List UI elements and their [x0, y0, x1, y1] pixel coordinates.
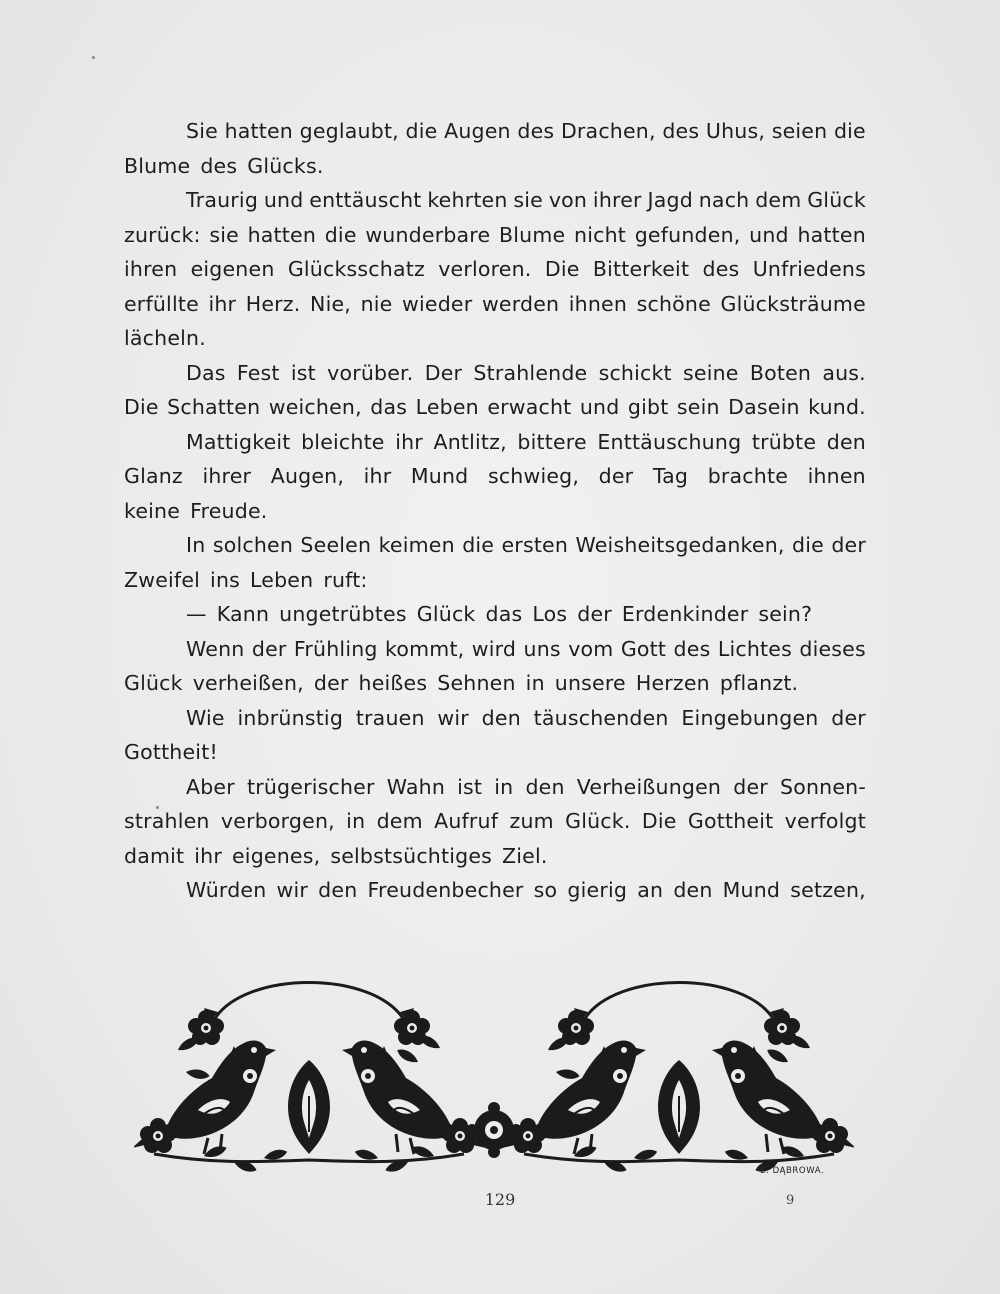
word: Mattigkeit	[186, 429, 291, 454]
word: ungetrübtes	[279, 602, 407, 626]
word: brachte	[707, 464, 789, 488]
word: Gott	[620, 636, 667, 661]
word: verloren.	[438, 257, 532, 281]
word: verborgen,	[220, 809, 335, 833]
word: täuschenden	[533, 705, 669, 730]
word: Herz.	[245, 291, 301, 316]
word: in	[525, 671, 545, 695]
text-line	[124, 114, 866, 149]
word: die	[324, 222, 357, 247]
word: und	[263, 188, 304, 212]
word: ihrer	[202, 464, 252, 488]
word: die	[792, 533, 824, 557]
text-line	[124, 252, 866, 287]
word: schwieg,	[487, 464, 580, 488]
word: den	[673, 878, 713, 902]
word: den	[318, 878, 358, 902]
word: kommt,	[385, 636, 465, 661]
word: Jagd	[647, 188, 693, 212]
word: sie	[513, 188, 543, 212]
word: Blume	[124, 153, 191, 178]
word: ihr	[395, 429, 423, 454]
word: setzen,	[790, 878, 866, 902]
word: Freude.	[190, 498, 268, 523]
word: ihr	[194, 843, 222, 868]
word: ihnen	[568, 291, 628, 316]
word: damit	[124, 843, 185, 868]
word: Sie	[186, 119, 218, 143]
word: ersten	[501, 533, 569, 557]
word: Leben	[250, 567, 314, 592]
word: wir	[276, 878, 309, 902]
word: nach	[698, 188, 750, 212]
word: Mund	[722, 878, 781, 902]
word: Eingebungen	[681, 705, 819, 730]
text-line	[124, 528, 866, 563]
word: ins	[210, 567, 241, 592]
paper-speck	[92, 56, 95, 59]
page-number: 129	[484, 1190, 516, 1209]
word: strahlen	[124, 809, 210, 833]
word: kehrten	[427, 188, 508, 212]
word: das	[485, 602, 523, 626]
word: seien	[771, 119, 828, 143]
word: Strahlende	[473, 360, 588, 385]
text-line	[124, 597, 866, 632]
word: in	[494, 774, 514, 799]
left-dove-pair	[134, 983, 486, 1175]
word: Bitterkeit	[592, 257, 690, 281]
word: Schatten	[167, 395, 261, 419]
word: Das	[186, 360, 226, 385]
word: verheißen,	[192, 671, 304, 695]
text-line	[124, 666, 866, 701]
word: wunderbare	[365, 222, 491, 247]
word: dem	[755, 188, 802, 212]
word: der	[313, 671, 349, 695]
word: des	[662, 119, 700, 143]
word: Antlitz,	[433, 429, 507, 454]
word: Die	[124, 395, 159, 419]
word: Mund	[410, 464, 469, 488]
word: Glück.	[565, 809, 631, 833]
word: Herzen	[635, 671, 710, 695]
word: den	[826, 429, 866, 454]
word: schöne	[636, 291, 711, 316]
word: der	[577, 602, 612, 626]
word: Glanz	[124, 464, 183, 488]
word: vorüber.	[327, 360, 414, 385]
word: —	[186, 602, 207, 626]
word: und	[749, 222, 789, 247]
word: seine	[683, 360, 739, 385]
word: bittere	[517, 429, 587, 454]
word: Dasein	[728, 395, 800, 419]
word: bleichte	[301, 429, 385, 454]
text-line	[124, 563, 866, 598]
text-line	[124, 701, 866, 736]
word: Der	[424, 360, 463, 385]
word: gibt	[627, 395, 669, 419]
word: die	[833, 119, 866, 143]
word: Zweifel	[124, 567, 201, 592]
word: Los	[532, 602, 568, 626]
word: den	[481, 705, 521, 730]
body-text	[124, 114, 866, 908]
right-dove-pair	[502, 983, 854, 1175]
word: der	[598, 464, 634, 488]
word: ihr	[363, 464, 392, 488]
word: Glück	[807, 188, 866, 212]
word: Die	[641, 809, 677, 833]
text-line	[124, 425, 866, 460]
word: zurück:	[124, 222, 201, 247]
word: verfolgt	[784, 809, 866, 833]
word: Glücks.	[247, 153, 324, 178]
word: Frühling	[293, 636, 378, 661]
word: heißes	[358, 671, 428, 695]
word: der	[831, 533, 866, 557]
word: den	[525, 774, 565, 799]
word: hatten	[247, 222, 317, 247]
word: Wie	[186, 705, 225, 730]
word: Unfriedens	[752, 257, 866, 281]
word: trauen	[355, 705, 425, 730]
word: der	[251, 636, 287, 661]
word: Blume	[499, 222, 566, 247]
word: trügerischer	[247, 774, 375, 799]
text-line	[124, 390, 866, 425]
word: vom	[568, 636, 614, 661]
word: der	[733, 774, 768, 799]
word: Die	[544, 257, 580, 281]
word: Drachen,	[560, 119, 656, 143]
word: aus.	[822, 360, 866, 385]
word: und	[579, 395, 620, 419]
word: keimen	[378, 533, 455, 557]
word: das	[370, 395, 408, 419]
word: inbrünstig	[237, 705, 344, 730]
word: an	[637, 878, 664, 902]
word: Gottheit	[687, 809, 774, 833]
word: erwacht	[487, 395, 572, 419]
word: ihr	[208, 291, 237, 316]
word: Aufruf	[434, 809, 499, 833]
word: ihren	[124, 257, 178, 281]
word: eigenen	[190, 257, 275, 281]
word: wir	[437, 705, 469, 730]
word: pflanzt.	[719, 671, 799, 695]
word: Wenn	[186, 636, 245, 661]
word: ihnen	[807, 464, 866, 488]
word: Leben	[415, 395, 479, 419]
word: hatten	[224, 119, 293, 143]
word: keine	[124, 498, 181, 523]
word: des	[200, 153, 238, 178]
word: werden	[481, 291, 560, 316]
word: gierig	[567, 878, 628, 902]
text-line	[124, 218, 866, 253]
word: Glück	[124, 671, 183, 695]
text-line	[124, 356, 866, 391]
word: Seelen	[300, 533, 372, 557]
text-line	[124, 287, 866, 322]
word: sie	[209, 222, 239, 247]
word: sein	[676, 395, 720, 419]
word: Weisheitsgedanken,	[575, 533, 785, 557]
text-line	[124, 149, 866, 184]
text-line	[124, 494, 866, 529]
signature-mark: 9	[786, 1193, 795, 1208]
word: enttäuscht	[309, 188, 422, 212]
word: selbstsüchtiges	[330, 843, 493, 868]
word: ruft:	[323, 567, 368, 592]
word: so	[533, 878, 558, 902]
word: Gottheit!	[124, 740, 218, 764]
text-line	[124, 804, 866, 839]
word: Uhus,	[705, 119, 766, 143]
word: erfüllte	[124, 291, 199, 316]
word: Lichtes	[717, 636, 792, 661]
word: von	[548, 188, 588, 212]
word: Augen	[444, 119, 511, 143]
text-line	[124, 770, 866, 805]
word: dem	[376, 809, 423, 833]
text-line	[124, 873, 866, 908]
word: des	[673, 636, 711, 661]
text-line	[124, 632, 866, 667]
word: Erdenkinder	[621, 602, 749, 626]
word: sein?	[758, 602, 813, 626]
text-line	[124, 183, 866, 218]
word: hatten	[797, 222, 866, 247]
word: Traurig	[186, 188, 259, 212]
word: ist	[457, 774, 483, 799]
word: nie	[360, 291, 393, 316]
word: Tag	[652, 464, 689, 488]
word: Aber	[186, 774, 235, 799]
word: des	[702, 257, 740, 281]
word: Nie,	[310, 291, 352, 316]
word: Freudenbecher	[367, 878, 524, 902]
word: in	[346, 809, 366, 833]
word: Boten	[749, 360, 812, 385]
word: uns	[523, 636, 561, 661]
word: Sehnen	[437, 671, 516, 695]
word: solchen	[212, 533, 294, 557]
word: Kann	[216, 602, 270, 626]
word: weichen,	[268, 395, 362, 419]
word: trübte	[751, 429, 817, 454]
word: lächeln.	[124, 326, 206, 350]
folk-papercut-ornament	[134, 950, 854, 1190]
word: Würden	[186, 878, 267, 902]
word: schickt	[598, 360, 672, 385]
text-line	[124, 459, 866, 494]
word: eigenes,	[232, 843, 321, 868]
word: dieses	[799, 636, 866, 661]
word: Glücksschatz	[287, 257, 425, 281]
word: Glücksträume	[720, 291, 866, 316]
word: ihrer	[592, 188, 642, 212]
word: wird	[471, 636, 517, 661]
word: des	[517, 119, 555, 143]
word: Fest	[236, 360, 280, 385]
word: Sonnen-	[780, 774, 866, 799]
word: ist	[290, 360, 316, 385]
word: zum	[509, 809, 554, 833]
word: Enttäuschung	[597, 429, 742, 454]
word: Glück	[416, 602, 476, 626]
word: Augen,	[270, 464, 345, 488]
word: geglaubt,	[299, 119, 399, 143]
word: nicht	[574, 222, 627, 247]
word: die	[405, 119, 438, 143]
word: In	[186, 533, 206, 557]
word: wieder	[402, 291, 473, 316]
word: der	[831, 705, 866, 730]
word: Ziel.	[502, 843, 548, 868]
word: Verheißungen	[576, 774, 722, 799]
word: unsere	[554, 671, 626, 695]
text-line	[124, 321, 866, 356]
word: kund.	[808, 395, 866, 419]
word: Wahn	[386, 774, 446, 799]
word: die	[462, 533, 495, 557]
artist-signature: E. DĄBROWA.	[760, 1166, 825, 1176]
text-line	[124, 839, 866, 874]
word: gefunden,	[634, 222, 741, 247]
text-line	[124, 735, 866, 770]
